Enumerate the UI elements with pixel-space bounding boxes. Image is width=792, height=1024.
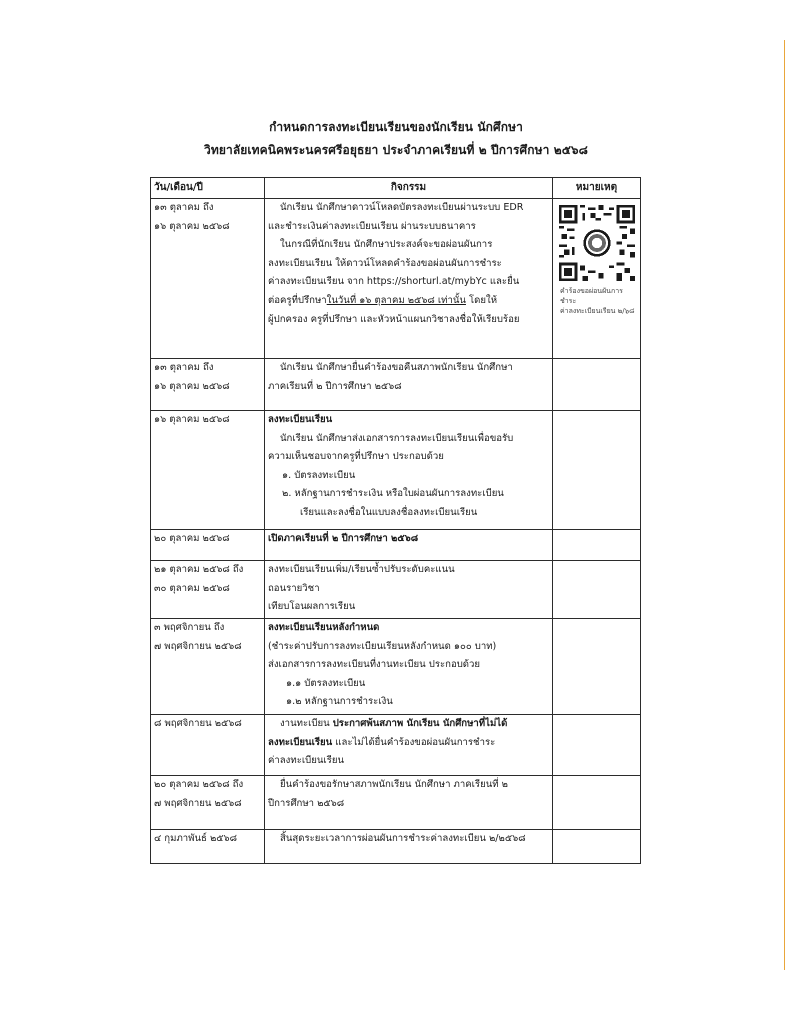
document-subtitle: วิทยาลัยเทคนิคพระนครศรีอยุธยา ประจำภาคเรียนที่ ๒ ปีการศึกษา ๒๕๖๘ (204, 143, 588, 157)
note-cell (553, 359, 641, 411)
note-cell (553, 411, 641, 530)
section-heading: ลงทะเบียนเรียน (268, 414, 333, 425)
table-row (151, 199, 641, 359)
qr-caption-line1: คำร้องขอผ่อนผันการชำระ (560, 287, 623, 305)
qr-code[interactable] (559, 205, 635, 281)
table-header-row (151, 178, 641, 199)
header-date: วัน/เดือน/ปี (151, 178, 265, 199)
document-title: กำหนดการลงทะเบียนเรียนของนักเรียน นักศึกษา (269, 120, 523, 134)
page-edge-line (784, 40, 785, 970)
activity-cell: นักเรียน นักศึกษาดาวน์โหลดบัตรลงทะเบียนผ่านระบบ EDR และชำระเงินค่าลงทะเบียนเรียน ผ่านระบบธนาคาร ในกรณีที่นักเรียน นักศึกษาประสงค์จะขอผ่อนผันการ ลงทะเบียนเรียน ให้ดาวน์โหลดคำร้องขอผ่อนผันการชำระ ค่าลงทะเบียนเรียน จาก https://shorturl.at/mybYc และยื่น ต่อครูที่ปรึกษาในวันที่ ๑๖ ตุลาคม ๒๕๖๘ เท่านั้น โดยให้ ผู้ปกครอง ครูที่ปรึกษา และหัวหน้าแผนกวิชาลงชื่อให้เรียบร้อย (265, 199, 553, 359)
date-cell: ๑๖ ตุลาคม ๒๕๖๘ (151, 411, 265, 530)
note-cell (553, 530, 641, 561)
table-row (151, 619, 641, 715)
table-row (151, 715, 641, 776)
activity-cell: ยื่นคำร้องขอรักษาสภาพนักเรียน นักศึกษา ภาคเรียนที่ ๒ ปีการศึกษา ๒๕๖๘ (265, 776, 553, 830)
note-cell (553, 199, 641, 359)
qr-caption-line2: ค่าลงทะเบียนเรียน ๒/๖๘ (560, 307, 635, 315)
date-cell: ๑๓ ตุลาคม ถึง ๑๖ ตุลาคม ๒๕๖๘ (151, 359, 265, 411)
note-cell (553, 776, 641, 830)
date-cell: ๓ พฤศจิกายน ถึง ๗ พฤศจิกายน ๒๕๖๘ (151, 619, 265, 715)
date-cell: ๘ พฤศจิกายน ๒๕๖๘ (151, 715, 265, 776)
date-cell: ๔ กุมภาพันธ์ ๒๕๖๘ (151, 830, 265, 864)
table-row (151, 830, 641, 864)
table-row (151, 561, 641, 619)
activity-cell: นักเรียน นักศึกษายื่นคำร้องขอคืนสภาพนักเรียน นักศึกษา ภาคเรียนที่ ๒ ปีการศึกษา ๒๕๖๘ (265, 359, 553, 411)
date-cell: ๒๐ ตุลาคม ๒๕๖๘ ถึง ๗ พฤศจิกายน ๒๕๖๘ (151, 776, 265, 830)
registration-schedule-table (150, 177, 641, 864)
header-activity: กิจกรรม (265, 178, 553, 199)
section-heading: ลงทะเบียนเรียนหลังกำหนด (268, 622, 380, 633)
note-cell (553, 830, 641, 864)
table-row (151, 359, 641, 411)
activity-cell: สิ้นสุดระยะเวลาการผ่อนผันการชำระค่าลงทะเบียน ๒/๒๕๖๘ (265, 830, 553, 864)
deadline-underlined: ในวันที่ ๑๖ ตุลาคม ๒๕๖๘ เท่านั้น (326, 294, 466, 306)
note-cell (553, 561, 641, 619)
activity-cell: ลงทะเบียนเรียน นักเรียน นักศึกษาส่งเอกสารการลงทะเบียนเรียนเพื่อขอรับ ความเห็นชอบจากครูที่ปรึกษา ประกอบด้วย ๑. บัตรลงทะเบียน ๒. หลักฐานการชำระเงิน หรือใบผ่อนผันการลงทะเบียน เรียนและลงชื่อในแบบลงชื่อลงทะเบียนเรียน (265, 411, 553, 530)
activity-cell: งานทะเบียน ประกาศพ้นสภาพ นักเรียน นักศึกษาที่ไม่ได้ ลงทะเบียนเรียน และไม่ได้ยื่นคำร้องขอผ่อนผันการชำระ ค่าลงทะเบียนเรียน (265, 715, 553, 776)
activity-cell: เปิดภาคเรียนที่ ๒ ปีการศึกษา ๒๕๖๘ (265, 530, 553, 561)
note-cell (553, 619, 641, 715)
form-link-text: ค่าลงทะเบียนเรียน จาก https://shorturl.at/mybYc และยื่น (268, 276, 520, 288)
date-cell: ๒๑ ตุลาคม ๒๕๖๘ ถึง ๓๐ ตุลาคม ๒๕๖๘ (151, 561, 265, 619)
note-cell (553, 715, 641, 776)
table-row (151, 776, 641, 830)
activity-cell: ลงทะเบียนเรียนหลังกำหนด (ชำระค่าปรับการลงทะเบียนเรียนหลังกำหนด ๑๐๐ บาท) ส่งเอกสารการลงทะเบียนที่งานทะเบียน ประกอบด้วย ๑.๑ บัตรลงทะเบียน ๑.๒ หลักฐานการชำระเงิน (265, 619, 553, 715)
activity-cell: ลงทะเบียนเรียนเพิ่ม/เรียนซ้ำปรับระดับคะแนน ถอนรายวิชา เทียบโอนผลการเรียน (265, 561, 553, 619)
date-cell: ๑๓ ตุลาคม ถึง ๑๖ ตุลาคม ๒๕๖๘ (151, 199, 265, 359)
table-row (151, 530, 641, 561)
table-row (151, 411, 641, 530)
date-cell: ๒๐ ตุลาคม ๒๕๖๘ (151, 530, 265, 561)
header-note: หมายเหตุ (553, 178, 641, 199)
